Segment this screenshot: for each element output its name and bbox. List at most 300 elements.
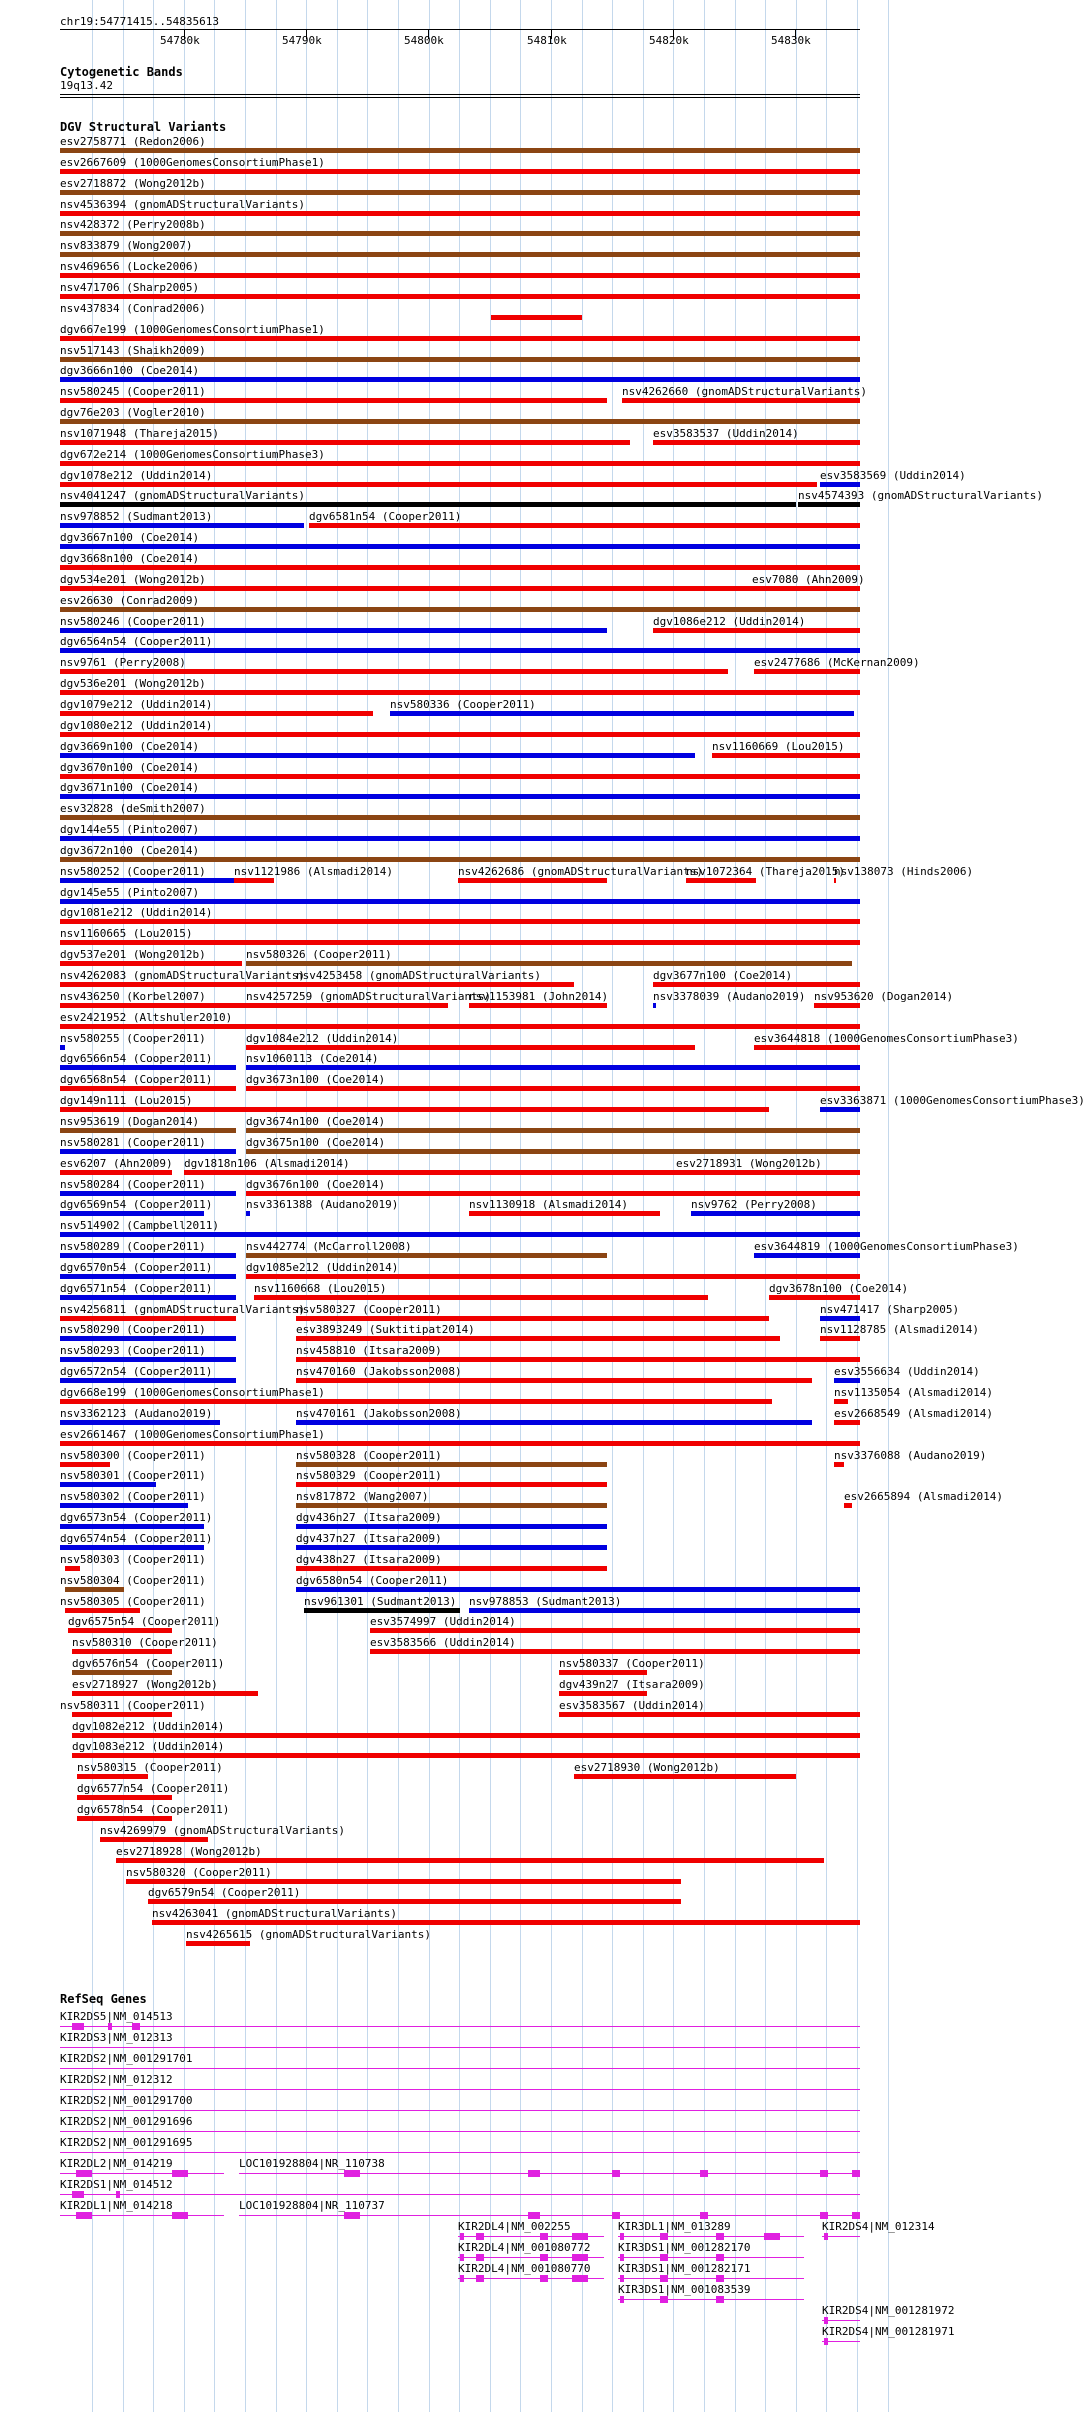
- sv-feature-bar[interactable]: [65, 1608, 140, 1613]
- sv-feature-bar[interactable]: [754, 669, 860, 674]
- gene-label[interactable]: KIR2DS4|NM_001281971: [822, 2325, 955, 2338]
- sv-feature-bar[interactable]: [676, 1170, 860, 1175]
- gene-intron-line[interactable]: [60, 2110, 860, 2111]
- sv-feature-label[interactable]: dgv436n27 (Itsara2009): [296, 1511, 442, 1524]
- sv-feature-label[interactable]: dgv1083e212 (Uddin2014): [72, 1740, 225, 1753]
- sv-feature-label[interactable]: esv2718872 (Wong2012b): [60, 177, 206, 190]
- sv-feature-label[interactable]: dgv149n111 (Lou2015): [60, 1094, 193, 1107]
- gene-exon[interactable]: [764, 2233, 780, 2240]
- sv-feature-label[interactable]: nsv580311 (Cooper2011): [60, 1699, 206, 1712]
- sv-feature-bar[interactable]: [60, 1524, 204, 1529]
- gene-exon[interactable]: [172, 2170, 188, 2177]
- sv-feature-bar[interactable]: [60, 1274, 236, 1279]
- sv-feature-bar[interactable]: [246, 1128, 860, 1133]
- sv-feature-bar[interactable]: [686, 878, 756, 883]
- gene-label[interactable]: KIR3DS1|NM_001282170: [618, 2241, 751, 2254]
- gene-label[interactable]: KIR2DL2|NM_014219: [60, 2157, 173, 2170]
- sv-feature-label[interactable]: dgv3676n100 (Coe2014): [246, 1178, 386, 1191]
- sv-feature-bar[interactable]: [60, 711, 373, 716]
- sv-feature-label[interactable]: dgv6572n54 (Cooper2011): [60, 1365, 213, 1378]
- sv-feature-label[interactable]: nsv1072364 (Thareja2015): [686, 865, 845, 878]
- gene-exon[interactable]: [716, 2296, 724, 2303]
- gene-exon[interactable]: [540, 2233, 548, 2240]
- gene-label[interactable]: KIR2DS3|NM_012313: [60, 2031, 173, 2044]
- sv-feature-bar[interactable]: [309, 523, 860, 528]
- gene-exon[interactable]: [660, 2275, 668, 2282]
- sv-feature-bar[interactable]: [60, 211, 860, 216]
- sv-feature-label[interactable]: nsv4257259 (gnomADStructuralVariants): [246, 990, 492, 1003]
- sv-feature-label[interactable]: esv3644818 (1000GenomesConsortiumPhase3): [754, 1032, 1019, 1045]
- sv-feature-bar[interactable]: [814, 1003, 860, 1008]
- sv-feature-label[interactable]: nsv580246 (Cooper2011): [60, 615, 206, 628]
- sv-feature-label[interactable]: nsv4536394 (gnomADStructuralVariants): [60, 198, 306, 211]
- gene-label[interactable]: KIR2DS2|NM_001291700: [60, 2094, 193, 2107]
- sv-feature-bar[interactable]: [60, 690, 860, 695]
- sv-feature-bar[interactable]: [798, 502, 860, 507]
- gene-intron-line[interactable]: [618, 2257, 804, 2258]
- sv-feature-bar[interactable]: [296, 1503, 607, 1508]
- sv-feature-label[interactable]: nsv580290 (Cooper2011): [60, 1323, 206, 1336]
- sv-feature-bar[interactable]: [72, 1691, 258, 1696]
- gene-exon[interactable]: [572, 2233, 588, 2240]
- sv-feature-bar[interactable]: [820, 1107, 860, 1112]
- sv-feature-label[interactable]: nsv471706 (Sharp2005): [60, 281, 200, 294]
- sv-feature-bar[interactable]: [60, 794, 860, 799]
- sv-feature-label[interactable]: dgv1080e212 (Uddin2014): [60, 719, 213, 732]
- gene-exon[interactable]: [620, 2296, 624, 2303]
- gene-exon[interactable]: [132, 2023, 140, 2030]
- gene-exon[interactable]: [700, 2212, 708, 2219]
- sv-feature-bar[interactable]: [60, 1045, 65, 1050]
- sv-feature-bar[interactable]: [60, 586, 752, 591]
- sv-feature-label[interactable]: nsv580252 (Cooper2011): [60, 865, 206, 878]
- sv-feature-label[interactable]: nsv580284 (Cooper2011): [60, 1178, 206, 1191]
- sv-feature-label[interactable]: nsv1160669 (Lou2015): [712, 740, 845, 753]
- sv-feature-label[interactable]: nsv4262083 (gnomADStructuralVariants): [60, 969, 306, 982]
- gene-label[interactable]: KIR2DL1|NM_014218: [60, 2199, 173, 2212]
- gene-exon[interactable]: [476, 2233, 484, 2240]
- gene-label[interactable]: KIR2DS2|NM_012312: [60, 2073, 173, 2086]
- sv-feature-label[interactable]: esv2718931 (Wong2012b): [676, 1157, 822, 1170]
- sv-feature-label[interactable]: dgv1085e212 (Uddin2014): [246, 1261, 399, 1274]
- sv-feature-bar[interactable]: [559, 1691, 647, 1696]
- sv-feature-label[interactable]: dgv6581n54 (Cooper2011): [309, 510, 462, 523]
- sv-feature-bar[interactable]: [296, 1378, 812, 1383]
- sv-feature-bar[interactable]: [246, 961, 852, 966]
- sv-feature-label[interactable]: nsv9762 (Perry2008): [691, 1198, 817, 1211]
- sv-feature-bar[interactable]: [296, 1336, 780, 1341]
- sv-feature-bar[interactable]: [653, 628, 860, 633]
- sv-feature-label[interactable]: dgv3670n100 (Coe2014): [60, 761, 200, 774]
- sv-feature-bar[interactable]: [116, 1858, 824, 1863]
- gene-label[interactable]: KIR3DL1|NM_013289: [618, 2220, 731, 2233]
- gene-exon[interactable]: [540, 2254, 548, 2261]
- sv-feature-bar[interactable]: [60, 357, 860, 362]
- sv-feature-bar[interactable]: [60, 565, 860, 570]
- sv-feature-bar[interactable]: [60, 919, 860, 924]
- sv-feature-label[interactable]: nsv4574393 (gnomADStructuralVariants): [798, 489, 1044, 502]
- sv-feature-bar[interactable]: [296, 1316, 769, 1321]
- sv-feature-label[interactable]: nsv470160 (Jakobsson2008): [296, 1365, 462, 1378]
- sv-feature-label[interactable]: nsv978853 (Sudmant2013): [469, 1595, 622, 1608]
- gene-exon[interactable]: [76, 2212, 92, 2219]
- sv-feature-label[interactable]: dgv76e203 (Vogler2010): [60, 406, 206, 419]
- gene-intron-line[interactable]: [239, 2215, 860, 2216]
- gene-label[interactable]: KIR2DS2|NM_001291696: [60, 2115, 193, 2128]
- sv-feature-bar[interactable]: [559, 1670, 647, 1675]
- sv-feature-bar[interactable]: [60, 628, 607, 633]
- sv-feature-label[interactable]: esv3583567 (Uddin2014): [559, 1699, 705, 1712]
- sv-feature-bar[interactable]: [60, 669, 728, 674]
- gene-label[interactable]: LOC101928804|NR_110737: [239, 2199, 385, 2212]
- gene-label[interactable]: KIR2DS4|NM_012314: [822, 2220, 935, 2233]
- sv-feature-bar[interactable]: [820, 1316, 860, 1321]
- sv-feature-bar[interactable]: [752, 586, 860, 591]
- gene-label[interactable]: KIR2DL4|NM_001080770: [458, 2262, 591, 2275]
- sv-feature-label[interactable]: esv2718930 (Wong2012b): [574, 1761, 720, 1774]
- sv-feature-bar[interactable]: [60, 1086, 236, 1091]
- sv-feature-label[interactable]: dgv534e201 (Wong2012b): [60, 573, 206, 586]
- gene-exon[interactable]: [460, 2233, 464, 2240]
- sv-feature-bar[interactable]: [60, 190, 860, 195]
- sv-feature-label[interactable]: nsv3361388 (Audano2019): [246, 1198, 399, 1211]
- gene-exon[interactable]: [852, 2212, 860, 2219]
- gene-exon[interactable]: [76, 2170, 92, 2177]
- sv-feature-bar[interactable]: [60, 1336, 236, 1341]
- sv-feature-bar[interactable]: [754, 1253, 860, 1258]
- gene-exon[interactable]: [72, 2023, 84, 2030]
- sv-feature-label[interactable]: esv2667609 (1000GenomesConsortiumPhase1): [60, 156, 325, 169]
- sv-feature-bar[interactable]: [469, 1608, 860, 1613]
- gene-label[interactable]: KIR2DS2|NM_001291695: [60, 2136, 193, 2149]
- gene-exon[interactable]: [824, 2233, 828, 2240]
- sv-feature-bar[interactable]: [60, 377, 860, 382]
- sv-feature-bar[interactable]: [60, 1107, 769, 1112]
- sv-feature-bar[interactable]: [60, 648, 860, 653]
- gene-exon[interactable]: [72, 2191, 84, 2198]
- gene-intron-line[interactable]: [60, 2194, 860, 2195]
- sv-feature-label[interactable]: nsv3362123 (Audano2019): [60, 1407, 213, 1420]
- sv-feature-label[interactable]: nsv470161 (Jakobsson2008): [296, 1407, 462, 1420]
- sv-feature-label[interactable]: nsv580301 (Cooper2011): [60, 1469, 206, 1482]
- gene-intron-line[interactable]: [618, 2299, 804, 2300]
- sv-feature-bar[interactable]: [60, 1399, 772, 1404]
- sv-feature-label[interactable]: nsv580320 (Cooper2011): [126, 1866, 272, 1879]
- sv-feature-label[interactable]: nsv437834 (Conrad2006): [60, 302, 206, 315]
- sv-feature-bar[interactable]: [254, 1295, 708, 1300]
- gene-label[interactable]: LOC101928804|NR_110738: [239, 2157, 385, 2170]
- sv-feature-label[interactable]: dgv6575n54 (Cooper2011): [68, 1615, 221, 1628]
- sv-feature-label[interactable]: nsv471417 (Sharp2005): [820, 1303, 960, 1316]
- sv-feature-bar[interactable]: [100, 1837, 208, 1842]
- sv-feature-bar[interactable]: [60, 836, 860, 841]
- sv-feature-bar[interactable]: [186, 1941, 250, 1946]
- sv-feature-label[interactable]: esv2661467 (1000GenomesConsortiumPhase1): [60, 1428, 325, 1441]
- sv-feature-bar[interactable]: [60, 940, 860, 945]
- gene-intron-line[interactable]: [60, 2026, 860, 2027]
- sv-feature-label[interactable]: dgv3666n100 (Coe2014): [60, 364, 200, 377]
- sv-feature-label[interactable]: esv3583537 (Uddin2014): [653, 427, 799, 440]
- gene-exon[interactable]: [660, 2233, 668, 2240]
- sv-feature-label[interactable]: nsv580336 (Cooper2011): [390, 698, 536, 711]
- sv-feature-bar[interactable]: [72, 1753, 860, 1758]
- sv-feature-bar[interactable]: [60, 502, 796, 507]
- sv-feature-label[interactable]: nsv580337 (Cooper2011): [559, 1657, 705, 1670]
- sv-feature-label[interactable]: nsv4041247 (gnomADStructuralVariants): [60, 489, 306, 502]
- sv-feature-label[interactable]: dgv537e201 (Wong2012b): [60, 948, 206, 961]
- sv-feature-label[interactable]: dgv672e214 (1000GenomesConsortiumPhase3): [60, 448, 325, 461]
- sv-feature-label[interactable]: dgv3672n100 (Coe2014): [60, 844, 200, 857]
- sv-feature-label[interactable]: nsv1128785 (Alsmadi2014): [820, 1323, 979, 1336]
- sv-feature-bar[interactable]: [60, 1545, 204, 1550]
- sv-feature-label[interactable]: dgv1078e212 (Uddin2014): [60, 469, 213, 482]
- sv-feature-label[interactable]: nsv961301 (Sudmant2013): [304, 1595, 457, 1608]
- sv-feature-bar[interactable]: [60, 461, 860, 466]
- sv-feature-bar[interactable]: [60, 1024, 860, 1029]
- sv-feature-label[interactable]: dgv3675n100 (Coe2014): [246, 1136, 386, 1149]
- sv-feature-label[interactable]: nsv580315 (Cooper2011): [77, 1761, 223, 1774]
- sv-feature-bar[interactable]: [844, 1503, 852, 1508]
- sv-feature-label[interactable]: esv2665894 (Alsmadi2014): [844, 1490, 1003, 1503]
- sv-feature-bar[interactable]: [246, 1211, 250, 1216]
- sv-feature-bar[interactable]: [234, 878, 274, 883]
- sv-feature-bar[interactable]: [60, 857, 860, 862]
- gene-exon[interactable]: [716, 2254, 724, 2261]
- sv-feature-label[interactable]: dgv6576n54 (Cooper2011): [72, 1657, 225, 1670]
- gene-exon[interactable]: [344, 2170, 360, 2177]
- gene-exon[interactable]: [476, 2254, 484, 2261]
- sv-feature-label[interactable]: nsv580328 (Cooper2011): [296, 1449, 442, 1462]
- sv-feature-label[interactable]: dgv3673n100 (Coe2014): [246, 1073, 386, 1086]
- sv-feature-label[interactable]: dgv3671n100 (Coe2014): [60, 781, 200, 794]
- sv-feature-label[interactable]: esv7080 (Ahn2009): [752, 573, 865, 586]
- sv-feature-label[interactable]: esv26630 (Conrad2009): [60, 594, 200, 607]
- sv-feature-label[interactable]: nsv580300 (Cooper2011): [60, 1449, 206, 1462]
- gene-exon[interactable]: [716, 2233, 724, 2240]
- gene-exon[interactable]: [612, 2170, 620, 2177]
- sv-feature-label[interactable]: dgv3667n100 (Coe2014): [60, 531, 200, 544]
- sv-feature-label[interactable]: nsv1121986 (Alsmadi2014): [234, 865, 393, 878]
- sv-feature-label[interactable]: dgv667e199 (1000GenomesConsortiumPhase1): [60, 323, 325, 336]
- sv-feature-label[interactable]: dgv3668n100 (Coe2014): [60, 552, 200, 565]
- gene-label[interactable]: KIR2DL4|NM_001080772: [458, 2241, 591, 2254]
- gene-label[interactable]: KIR2DS1|NM_014512: [60, 2178, 173, 2191]
- sv-feature-label[interactable]: nsv580305 (Cooper2011): [60, 1595, 206, 1608]
- sv-feature-bar[interactable]: [769, 1295, 860, 1300]
- sv-feature-label[interactable]: nsv580303 (Cooper2011): [60, 1553, 206, 1566]
- sv-feature-bar[interactable]: [60, 774, 860, 779]
- sv-feature-bar[interactable]: [304, 1608, 460, 1613]
- sv-feature-bar[interactable]: [152, 1920, 860, 1925]
- sv-feature-label[interactable]: dgv1084e212 (Uddin2014): [246, 1032, 399, 1045]
- gene-exon[interactable]: [824, 2338, 828, 2345]
- sv-feature-label[interactable]: nsv580326 (Cooper2011): [246, 948, 392, 961]
- sv-feature-bar[interactable]: [68, 1628, 172, 1633]
- sv-feature-bar[interactable]: [296, 1462, 607, 1467]
- sv-feature-bar[interactable]: [60, 1211, 204, 1216]
- sv-feature-bar[interactable]: [296, 1420, 812, 1425]
- sv-feature-bar[interactable]: [72, 1670, 172, 1675]
- sv-feature-bar[interactable]: [820, 482, 860, 487]
- gene-label[interactable]: KIR2DS2|NM_001291701: [60, 2052, 193, 2065]
- sv-feature-label[interactable]: nsv953620 (Dogan2014): [814, 990, 954, 1003]
- sv-feature-label[interactable]: esv2718927 (Wong2012b): [72, 1678, 218, 1691]
- gene-exon[interactable]: [528, 2170, 540, 2177]
- sv-feature-label[interactable]: nsv580293 (Cooper2011): [60, 1344, 206, 1357]
- sv-feature-bar[interactable]: [458, 878, 607, 883]
- sv-feature-label[interactable]: esv3556634 (Uddin2014): [834, 1365, 980, 1378]
- sv-feature-bar[interactable]: [60, 815, 860, 820]
- sv-feature-bar[interactable]: [60, 1316, 236, 1321]
- sv-feature-label[interactable]: dgv438n27 (Itsara2009): [296, 1553, 442, 1566]
- sv-feature-bar[interactable]: [370, 1628, 860, 1633]
- sv-feature-label[interactable]: dgv6580n54 (Cooper2011): [296, 1574, 449, 1587]
- sv-feature-label[interactable]: nsv469656 (Locke2006): [60, 260, 200, 273]
- sv-feature-bar[interactable]: [712, 753, 860, 758]
- sv-feature-bar[interactable]: [60, 1503, 188, 1508]
- gene-intron-line[interactable]: [618, 2278, 804, 2279]
- sv-feature-label[interactable]: nsv4262686 (gnomADStructuralVariants): [458, 865, 704, 878]
- sv-feature-label[interactable]: nsv138073 (Hinds2006): [834, 865, 974, 878]
- sv-feature-bar[interactable]: [60, 482, 817, 487]
- sv-feature-label[interactable]: dgv144e55 (Pinto2007): [60, 823, 200, 836]
- sv-feature-label[interactable]: dgv668e199 (1000GenomesConsortiumPhase1): [60, 1386, 325, 1399]
- sv-feature-label[interactable]: dgv1818n106 (Alsmadi2014): [184, 1157, 350, 1170]
- sv-feature-bar[interactable]: [691, 1211, 860, 1216]
- sv-feature-bar[interactable]: [60, 148, 860, 153]
- sv-feature-bar[interactable]: [60, 523, 304, 528]
- sv-feature-bar[interactable]: [820, 1336, 860, 1341]
- sv-feature-bar[interactable]: [60, 231, 860, 236]
- sv-feature-bar[interactable]: [65, 1587, 124, 1592]
- sv-feature-bar[interactable]: [653, 1003, 656, 1008]
- sv-feature-label[interactable]: esv3363871 (1000GenomesConsortiumPhase3): [820, 1094, 1085, 1107]
- sv-feature-label[interactable]: esv2477686 (McKernan2009): [754, 656, 920, 669]
- sv-feature-bar[interactable]: [469, 1003, 607, 1008]
- sv-feature-bar[interactable]: [246, 1045, 695, 1050]
- sv-feature-bar[interactable]: [296, 982, 574, 987]
- sv-feature-bar[interactable]: [60, 169, 860, 174]
- sv-feature-label[interactable]: nsv580327 (Cooper2011): [296, 1303, 442, 1316]
- sv-feature-bar[interactable]: [60, 1357, 236, 1362]
- sv-feature-label[interactable]: nsv1160665 (Lou2015): [60, 927, 193, 940]
- sv-feature-label[interactable]: nsv580245 (Cooper2011): [60, 385, 206, 398]
- sv-feature-bar[interactable]: [296, 1524, 607, 1529]
- sv-feature-label[interactable]: dgv6564n54 (Cooper2011): [60, 635, 213, 648]
- sv-feature-label[interactable]: nsv1130918 (Alsmadi2014): [469, 1198, 628, 1211]
- sv-feature-bar[interactable]: [60, 1191, 236, 1196]
- gene-label[interactable]: KIR2DL4|NM_002255: [458, 2220, 571, 2233]
- sv-feature-bar[interactable]: [60, 1003, 246, 1008]
- gene-exon[interactable]: [660, 2296, 668, 2303]
- gene-exon[interactable]: [612, 2212, 620, 2219]
- sv-feature-bar[interactable]: [834, 1462, 844, 1467]
- refseq-track-title[interactable]: RefSeq Genes: [60, 1992, 147, 2006]
- sv-feature-label[interactable]: nsv3376088 (Audano2019): [834, 1449, 987, 1462]
- sv-feature-label[interactable]: dgv3678n100 (Coe2014): [769, 1282, 909, 1295]
- gene-exon[interactable]: [824, 2317, 828, 2324]
- sv-feature-label[interactable]: nsv580281 (Cooper2011): [60, 1136, 206, 1149]
- sv-feature-label[interactable]: esv3893249 (Suktitipat2014): [296, 1323, 475, 1336]
- sv-feature-label[interactable]: dgv6569n54 (Cooper2011): [60, 1198, 213, 1211]
- sv-feature-label[interactable]: dgv6577n54 (Cooper2011): [77, 1782, 230, 1795]
- gene-label[interactable]: KIR3DS1|NM_001282171: [618, 2262, 751, 2275]
- sv-feature-label[interactable]: dgv1079e212 (Uddin2014): [60, 698, 213, 711]
- sv-feature-label[interactable]: dgv3669n100 (Coe2014): [60, 740, 200, 753]
- sv-feature-label[interactable]: nsv580289 (Cooper2011): [60, 1240, 206, 1253]
- sv-feature-label[interactable]: dgv1081e212 (Uddin2014): [60, 906, 213, 919]
- gene-exon[interactable]: [460, 2275, 464, 2282]
- sv-feature-bar[interactable]: [60, 982, 296, 987]
- sv-feature-bar[interactable]: [60, 607, 860, 612]
- sv-feature-label[interactable]: esv32828 (deSmith2007): [60, 802, 206, 815]
- sv-feature-bar[interactable]: [60, 1441, 860, 1446]
- sv-feature-bar[interactable]: [60, 1128, 236, 1133]
- sv-feature-label[interactable]: nsv442774 (McCarroll2008): [246, 1240, 412, 1253]
- sv-feature-bar[interactable]: [60, 440, 630, 445]
- dgv-track-title[interactable]: DGV Structural Variants: [60, 120, 227, 134]
- sv-feature-label[interactable]: nsv580310 (Cooper2011): [72, 1636, 218, 1649]
- sv-feature-bar[interactable]: [834, 878, 836, 883]
- sv-feature-label[interactable]: esv3583566 (Uddin2014): [370, 1636, 516, 1649]
- gene-exon[interactable]: [460, 2254, 464, 2261]
- sv-feature-label[interactable]: esv3583569 (Uddin2014): [820, 469, 966, 482]
- sv-feature-bar[interactable]: [296, 1566, 607, 1571]
- sv-feature-bar[interactable]: [60, 753, 695, 758]
- gene-intron-line[interactable]: [239, 2173, 860, 2174]
- gene-exon[interactable]: [572, 2254, 588, 2261]
- sv-feature-label[interactable]: nsv428372 (Perry2008b): [60, 218, 206, 231]
- sv-feature-label[interactable]: nsv1160668 (Lou2015): [254, 1282, 387, 1295]
- sv-feature-label[interactable]: dgv6579n54 (Cooper2011): [148, 1886, 301, 1899]
- gene-exon[interactable]: [660, 2254, 668, 2261]
- gene-exon[interactable]: [820, 2170, 828, 2177]
- sv-feature-label[interactable]: esv2718928 (Wong2012b): [116, 1845, 262, 1858]
- sv-feature-label[interactable]: dgv6574n54 (Cooper2011): [60, 1532, 213, 1545]
- sv-feature-label[interactable]: nsv4256811 (gnomADStructuralVariants): [60, 1303, 306, 1316]
- sv-feature-label[interactable]: nsv580304 (Cooper2011): [60, 1574, 206, 1587]
- sv-feature-label[interactable]: esv6207 (Ahn2009): [60, 1157, 173, 1170]
- gene-exon[interactable]: [116, 2191, 120, 2198]
- sv-feature-bar[interactable]: [77, 1795, 172, 1800]
- gene-exon[interactable]: [716, 2275, 724, 2282]
- gene-exon[interactable]: [572, 2275, 588, 2282]
- gene-exon[interactable]: [344, 2212, 360, 2219]
- sv-feature-label[interactable]: dgv437n27 (Itsara2009): [296, 1532, 442, 1545]
- sv-feature-bar[interactable]: [60, 1065, 236, 1070]
- sv-feature-label[interactable]: dgv145e55 (Pinto2007): [60, 886, 200, 899]
- sv-feature-bar[interactable]: [72, 1733, 860, 1738]
- sv-feature-label[interactable]: dgv536e201 (Wong2012b): [60, 677, 206, 690]
- sv-feature-bar[interactable]: [60, 878, 236, 883]
- gene-exon[interactable]: [700, 2170, 708, 2177]
- sv-feature-bar[interactable]: [184, 1170, 676, 1175]
- sv-feature-label[interactable]: dgv1086e212 (Uddin2014): [653, 615, 806, 628]
- gene-exon[interactable]: [620, 2275, 624, 2282]
- sv-feature-bar[interactable]: [246, 1253, 607, 1258]
- sv-feature-bar[interactable]: [653, 982, 860, 987]
- gene-intron-line[interactable]: [60, 2131, 860, 2132]
- sv-feature-label[interactable]: nsv1135054 (Alsmadi2014): [834, 1386, 993, 1399]
- sv-feature-label[interactable]: dgv6571n54 (Cooper2011): [60, 1282, 213, 1295]
- sv-feature-label[interactable]: nsv1071948 (Thareja2015): [60, 427, 219, 440]
- sv-feature-label[interactable]: nsv514902 (Campbell2011): [60, 1219, 219, 1232]
- sv-feature-label[interactable]: dgv6573n54 (Cooper2011): [60, 1511, 213, 1524]
- sv-feature-bar[interactable]: [834, 1420, 860, 1425]
- sv-feature-bar[interactable]: [148, 1899, 681, 1904]
- sv-feature-label[interactable]: dgv6568n54 (Cooper2011): [60, 1073, 213, 1086]
- sv-feature-bar[interactable]: [72, 1712, 172, 1717]
